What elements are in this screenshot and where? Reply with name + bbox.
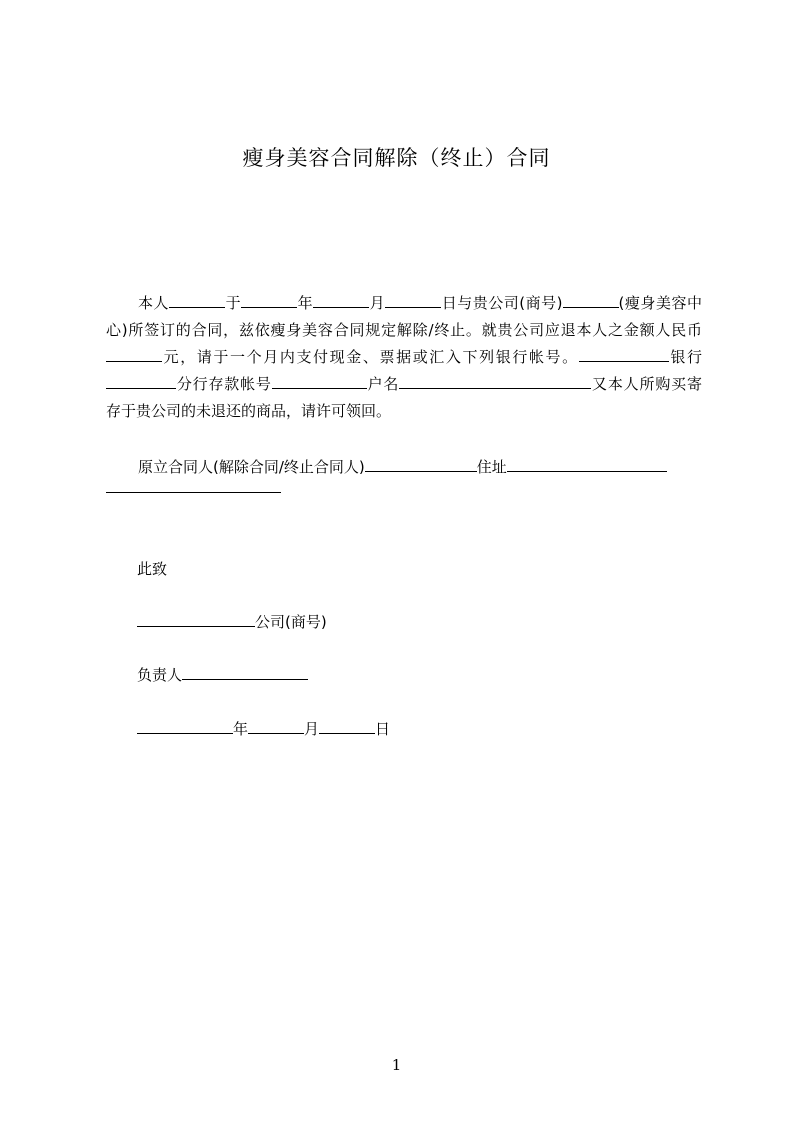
blank-line	[385, 292, 441, 308]
blank-line	[169, 292, 225, 308]
text-segment: 元，请于一个月内支付现金、票据或汇入下列银行帐号。	[162, 348, 579, 366]
company-suffix: 公司(商号)	[255, 613, 327, 631]
blank-line	[272, 373, 367, 389]
blank-line	[137, 718, 233, 734]
responsible-label: 负责人	[137, 666, 183, 684]
address-continuation-line	[106, 492, 281, 493]
date-line	[137, 718, 390, 739]
text-segment: 于	[225, 294, 242, 312]
date-month: 月	[304, 720, 320, 738]
responsible-line	[137, 664, 308, 685]
text-segment: 年	[297, 294, 314, 312]
blank-line	[313, 292, 369, 308]
text-segment: 分行存款帐号	[176, 375, 272, 393]
blank-line	[365, 456, 477, 472]
text-segment: 银行	[668, 348, 702, 366]
document-title: 瘦身美容合同解除（终止）合同	[242, 146, 551, 170]
company-line	[137, 611, 327, 632]
text-segment: 日与贵公司(商号)	[441, 294, 563, 312]
date-day: 日	[375, 720, 391, 738]
blank-line	[579, 346, 669, 362]
salutation: 此致	[137, 560, 168, 578]
text-segment: 又本人所购买寄存于贵公司的未退还的商品，请许可领回。	[106, 375, 702, 420]
text-segment: 户名	[366, 375, 400, 393]
page-number: 1	[391, 1056, 402, 1074]
blank-line	[106, 346, 162, 362]
blank-line	[248, 718, 304, 734]
blank-line	[241, 292, 297, 308]
contract-body	[106, 290, 702, 425]
party-line	[106, 450, 702, 484]
date-year: 年	[233, 720, 249, 738]
blank-line	[319, 718, 375, 734]
blank-line	[106, 373, 176, 389]
text-segment: 本人	[138, 294, 170, 312]
party-label: 原立合同人(解除合同/终止合同人)	[138, 458, 365, 476]
blank-line	[182, 664, 308, 680]
blank-line	[399, 373, 591, 389]
text-segment: (瘦身美容中心)所签订的合同，兹依瘦身美容合同规定解除/终止。就贵公司应退本人之金额人民币	[106, 294, 702, 339]
address-label: 住址	[476, 458, 507, 476]
blank-line	[563, 292, 619, 308]
blank-line	[137, 611, 255, 627]
text-segment: 月	[369, 294, 386, 312]
blank-line	[507, 456, 667, 472]
